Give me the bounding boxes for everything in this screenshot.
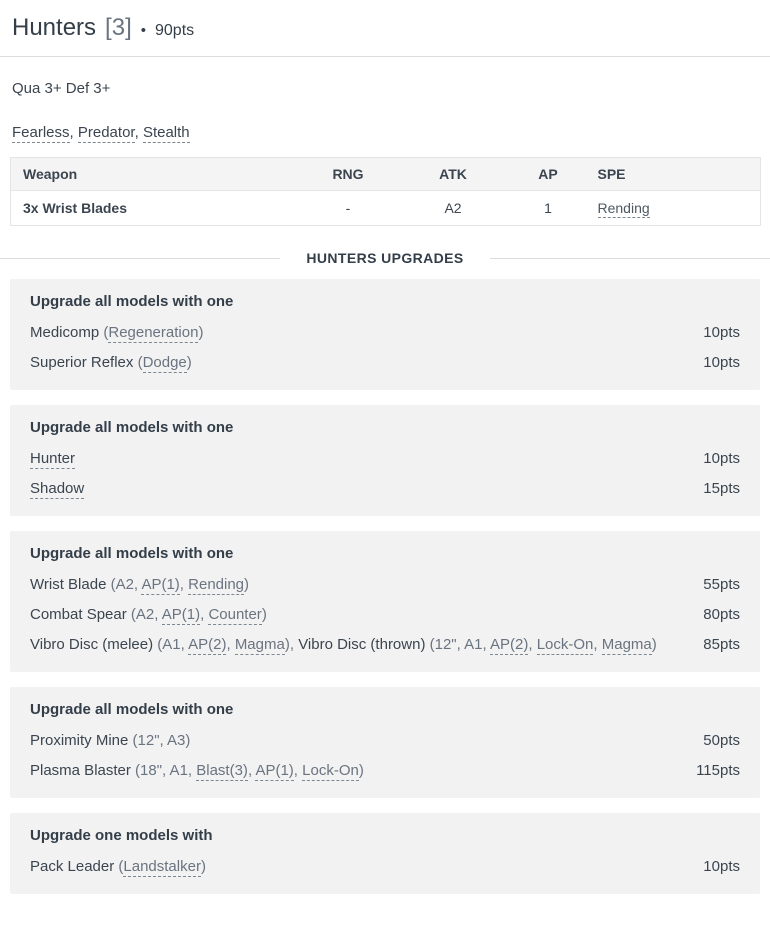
special-rule-link[interactable]: Shadow [30, 480, 85, 497]
upgrade-points: 80pts [703, 606, 740, 623]
col-ap: AP [511, 158, 586, 191]
upgrade-points: 85pts [703, 636, 740, 653]
upgrade-item [30, 479, 740, 499]
upgrades-title: HUNTERS UPGRADES [306, 250, 464, 266]
upgrade-section-heading: Upgrade all models with one [30, 545, 234, 562]
special-rule-link[interactable]: Rending [597, 200, 650, 216]
upgrade-points: 50pts [703, 732, 740, 749]
weapon-row [11, 191, 761, 226]
upgrade-item-text: Combat Spear (A2, AP(1), Counter) [30, 606, 267, 623]
special-rule-link[interactable]: AP(1) [161, 606, 201, 623]
upgrade-section [10, 687, 760, 798]
upgrade-item [30, 761, 740, 781]
rule-separator: , [134, 124, 143, 141]
col-atk: ATK [396, 158, 511, 191]
col-spe: SPE [586, 158, 761, 191]
upgrade-section [10, 405, 760, 516]
upgrade-section-heading: Upgrade all models with one [30, 293, 234, 310]
special-rule-link[interactable]: Counter [208, 606, 262, 623]
upgrade-section [10, 279, 760, 390]
upgrade-item [30, 353, 740, 373]
special-rule-link[interactable]: Landstalker [123, 858, 201, 875]
weapon-ap: 1 [511, 191, 586, 226]
upgrade-item-text: Proximity Mine (12", A3) [30, 732, 191, 749]
upgrade-item-text: Pack Leader (Landstalker) [30, 858, 206, 875]
upgrade-item-text: Wrist Blade (A2, AP(1), Rending) [30, 576, 250, 593]
unit-name: Hunters [12, 14, 97, 41]
upgrade-item-text: Medicomp (Regeneration) [30, 324, 204, 341]
upgrade-item-text: Superior Reflex (Dodge) [30, 354, 192, 371]
upgrade-item [30, 449, 740, 469]
upgrade-item-text: Plasma Blaster (18", A1, Blast(3), AP(1), Lock-On) [30, 762, 364, 779]
special-rule-link[interactable]: Predator [77, 124, 135, 141]
upgrade-item [30, 323, 740, 343]
upgrade-points: 15pts [703, 480, 740, 497]
special-rule-link[interactable]: Regeneration [108, 324, 199, 341]
bullet-separator: • [140, 22, 146, 39]
special-rules-line [12, 123, 758, 143]
col-rng: RNG [301, 158, 396, 191]
special-rule-link[interactable]: Magma [234, 636, 285, 653]
weapon-atk: A2 [396, 191, 511, 226]
weapons-header-row [11, 158, 761, 191]
unit-points: 90pts [155, 22, 195, 39]
upgrade-points: 10pts [703, 450, 740, 467]
upgrade-item-text [30, 449, 687, 469]
upgrade-item [30, 731, 740, 751]
upgrade-points: 10pts [703, 324, 740, 341]
special-rule-link[interactable]: Stealth [142, 124, 190, 141]
upgrade-section [10, 813, 760, 894]
special-rule-link[interactable]: AP(1) [255, 762, 294, 779]
upgrade-points: 10pts [703, 354, 740, 371]
upgrade-points: 10pts [703, 858, 740, 875]
special-rule-link[interactable]: AP(2) [490, 636, 529, 653]
upgrade-item-text [30, 479, 687, 499]
unit-header [0, 0, 770, 57]
upgrade-points: 55pts [703, 576, 740, 593]
special-rule-link[interactable]: AP(1) [141, 576, 180, 593]
special-rule-link[interactable]: Lock-On [536, 636, 594, 653]
upgrade-item [30, 575, 740, 595]
special-rule-link[interactable]: Lock-On [302, 762, 359, 779]
upgrade-section-heading: Upgrade one models with [30, 827, 213, 844]
upgrade-item [30, 605, 740, 625]
weapons-table [10, 157, 761, 226]
col-weapon: Weapon [11, 158, 301, 191]
divider-line-right [490, 258, 770, 259]
special-rule-link[interactable]: Magma [601, 636, 652, 653]
upgrade-section-heading: Upgrade all models with one [30, 701, 234, 718]
special-rule-link[interactable]: AP(2) [188, 636, 227, 653]
weapon-name: 3x Wrist Blades [11, 191, 301, 226]
upgrade-points: 115pts [696, 762, 740, 779]
weapon-rng: - [301, 191, 396, 226]
divider-line-left [0, 258, 280, 259]
special-rule-link[interactable]: Blast(3) [196, 762, 248, 779]
special-rule-link[interactable]: Fearless [12, 124, 70, 141]
weapon-spe [586, 191, 761, 226]
upgrades-divider [0, 248, 770, 268]
special-rule-link[interactable]: Hunter [30, 450, 76, 467]
unit-stats: Qua 3+ Def 3+ [12, 80, 111, 97]
rule-separator: , [69, 124, 78, 141]
upgrade-section [10, 531, 760, 672]
upgrade-item [30, 857, 740, 877]
upgrade-section-heading: Upgrade all models with one [30, 419, 234, 436]
special-rule-link[interactable]: Dodge [142, 354, 187, 371]
upgrade-item-text: Vibro Disc (melee) (A1, AP(2), Magma), Vibro Disc (thrown) (12", A1, AP(2), Lock-On, Magma) [30, 636, 657, 653]
upgrade-item [30, 635, 740, 655]
special-rule-link[interactable]: Rending [188, 576, 245, 593]
unit-count: [3] [105, 14, 132, 41]
